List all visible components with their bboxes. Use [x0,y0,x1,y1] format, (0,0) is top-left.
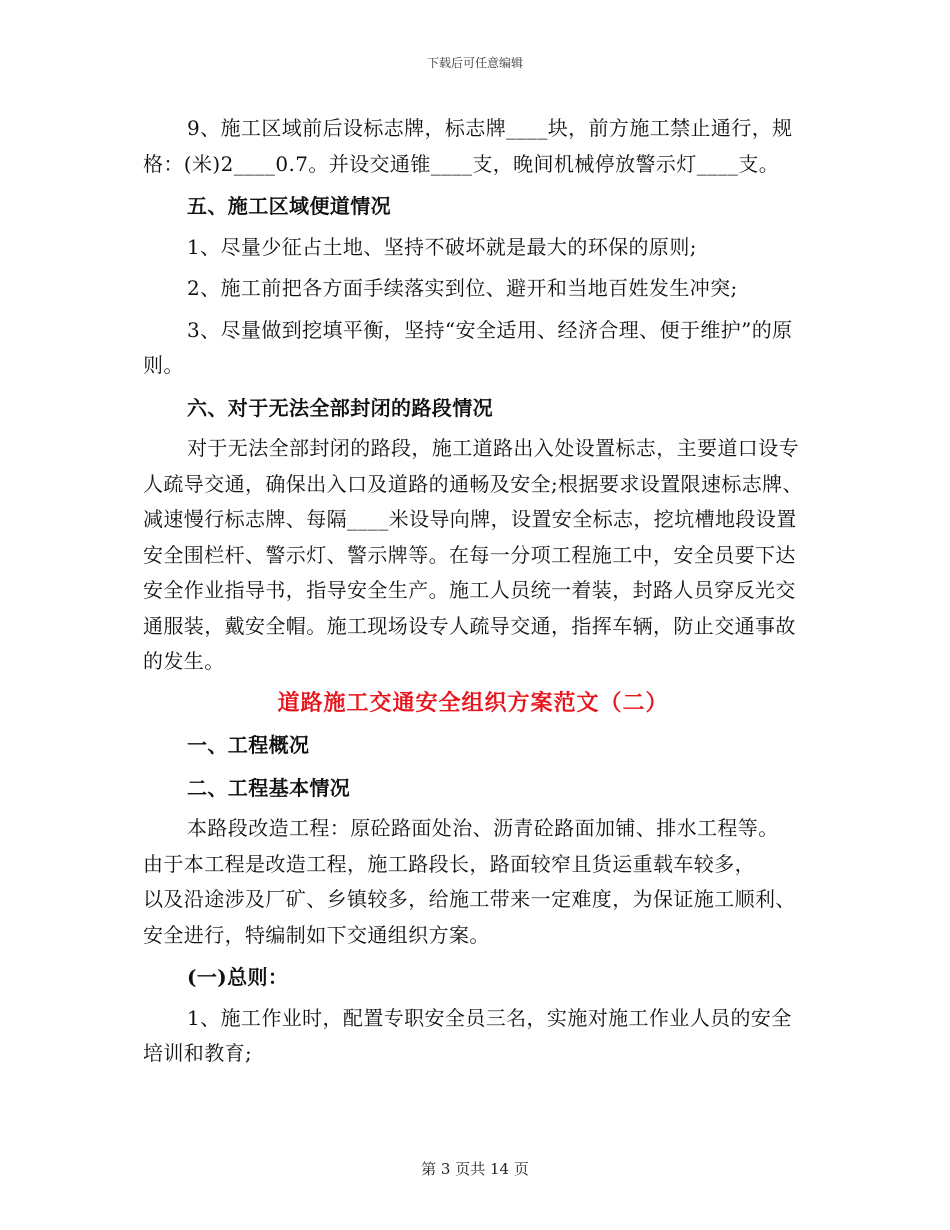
paragraph-5-2: 2、施工前把各方面手续落实到位、避开和当地百姓发生冲突; [187,276,738,300]
paragraph-5-3: 3、尽量做到挖填平衡，坚持“安全适用、经济合理、便于维护”的原则。 [143,317,793,377]
document-title-2: 道路施工交通安全组织方案范文（二） [277,689,669,716]
paragraph-6: 对于无法全部封闭的路段，施工道路出入处设置标志，主要道口设专人疏导交通，确保出入口及道路的通畅及安全;根据要求设置限速标志牌、减速慢行标志牌、每隔____米设导向牌，设置安全标志，挖坑槽地段设置安全围栏杆、警示灯、警示牌等。在每一分项工程施工中，安全员要下达安全作业指导书，指导安全生产。施工人员统一着装，封路人员穿反光交通服装，戴安全帽。施工现场设专人疏导交通，指挥车辆，防止交通事故的发生。 [143,436,803,673]
subsection-heading-general: (一)总则： [187,965,289,989]
page-footer: 第 3 页共 14 页 [421,1160,529,1178]
section-heading-1: 一、工程概况 [187,733,310,757]
section-heading-2: 二、工程基本情况 [187,775,351,800]
paragraph-5-1: 1、尽量少征占土地、坚持不破坏就是最大的环保的原则; [187,234,697,259]
page-header: 下载后可任意编辑 [426,56,523,70]
paragraph-item-9: 9、施工区域前后设标志牌，标志牌____块，前方施工禁止通行，规格：(米)2____0.7。并设交通锥____支，晚间机械停放警示灯____支。 [143,116,793,176]
paragraph-2a: 本路段改造工程：原砼路面处治、沥青砼路面加铺、排水工程等。 [187,816,779,840]
paragraph-2b: 由于本工程是改造工程，施工路段长，路面较窄且货运重载车较多， [143,851,755,876]
section-heading-6: 六、对于无法全部封闭的路段情况 [187,395,493,420]
paragraph-general-1: 1、施工作业时，配置专职安全员三名，实施对施工作业人员的安全培训和教育; [143,1005,792,1065]
paragraph-2c: 以及沿途涉及厂矿、乡镇较多，给施工带来一定难度，为保证施工顺利、安全进行，特编制如下交通组织方案。 [143,887,796,947]
document-body [143,111,803,1072]
section-heading-5: 五、施工区域便道情况 [187,194,391,218]
